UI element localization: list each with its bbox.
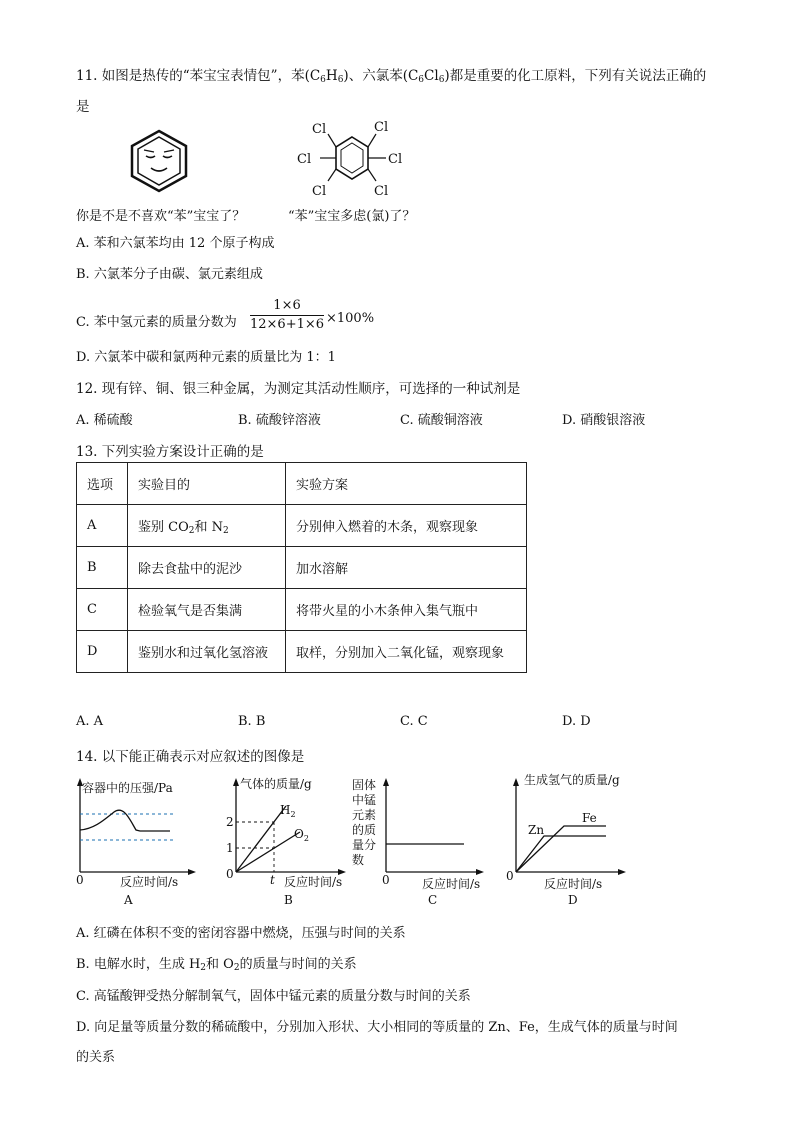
graph-b-o2-label: $O_2$ — [294, 827, 309, 843]
q13-option-a: A. A — [76, 714, 104, 729]
table-cell: D — [77, 631, 128, 673]
graph-d-letter: D — [568, 893, 578, 907]
benzene-emoticon-figure — [128, 128, 190, 194]
table-cell: C — [77, 589, 128, 631]
graph-b-t-label: t — [270, 873, 275, 887]
table-cell: 鉴别 $CO_2$和 $N_2$ — [128, 505, 286, 547]
graph-c-ylabel-line: 固体 — [352, 778, 377, 792]
graph-b-origin: 0 — [226, 867, 234, 881]
q13-option-d: D. D — [562, 714, 591, 729]
table-cell: 鉴别水和过氧化氢溶液 — [128, 631, 286, 673]
graph-d-ylabel: 生成氢气的质量/g — [524, 773, 620, 787]
graph-a — [72, 772, 202, 908]
graph-c-xlabel: 反应时间/s — [422, 877, 481, 891]
q11-stem: 11. 如图是热传的“苯宝宝表情包”，苯$(C_6H_6)$、六氯苯$(C_6Cl_6)$都是重要的化工原料，下列有关说法正确的 — [76, 68, 707, 85]
cl-label: Cl — [312, 184, 327, 199]
q11-caption-right: “苯”宝宝多虑(氯)了？ — [288, 209, 416, 224]
graph-c-ylabel-line: 元素 — [352, 808, 377, 822]
fraction-numerator: 1×6 — [273, 298, 301, 313]
q13-table — [76, 462, 527, 673]
graph-c-ylabel-line: 的质 — [352, 823, 377, 837]
table-row — [77, 505, 527, 547]
q14-stem: 14. 以下能正确表示对应叙述的图像是 — [76, 749, 305, 765]
graph-b — [222, 772, 352, 908]
graph-b-tick-2: 2 — [226, 815, 234, 829]
q11-option-c-fraction — [250, 298, 324, 332]
q14-option-d: D. 向足量等质量分数的稀硫酸中，分别加入形状、大小相同的等质量的 Zn、Fe，生成气体的质量与时间 — [76, 1020, 678, 1035]
graph-d-origin: 0 — [506, 869, 514, 883]
table-cell: 取样，分别加入二氧化锰，观察现象 — [286, 631, 527, 673]
q11-stem-line2: 是 — [76, 99, 90, 115]
fraction-denominator: 12×6+1×6 — [250, 317, 325, 332]
q12-stem: 12. 现有锌、铜、银三种金属，为测定其活动性顺序，可选择的一种试剂是 — [76, 381, 521, 397]
graph-c — [350, 772, 490, 908]
q13-option-b: B. B — [238, 714, 266, 729]
table-cell: 检验氧气是否集满 — [128, 589, 286, 631]
table-cell: 分别伸入燃着的木条，观察现象 — [286, 505, 527, 547]
cl-label: Cl — [388, 152, 403, 167]
cl-label: Cl — [297, 152, 312, 167]
graph-d — [502, 772, 642, 908]
table-cell: 除去食盐中的泥沙 — [128, 547, 286, 589]
graph-b-ylabel: 气体的质量/g — [240, 777, 312, 791]
cl-label: Cl — [374, 120, 389, 135]
q11-option-c-suffix: ×100% — [326, 311, 375, 326]
table-cell: A — [77, 505, 128, 547]
cl-label: Cl — [374, 184, 389, 199]
q12-option-b: B. 硫酸锌溶液 — [238, 413, 321, 428]
q13-option-c: C. C — [400, 714, 428, 729]
q11-option-a: A. 苯和六氯苯均由 12 个原子构成 — [76, 236, 275, 251]
table-row — [77, 589, 527, 631]
graph-a-xlabel: 反应时间/s — [120, 875, 179, 889]
graph-c-ylabel-line: 数 — [352, 853, 365, 867]
graph-a-letter: A — [124, 893, 133, 907]
q14-option-d-line2: 的关系 — [76, 1050, 116, 1065]
table-row — [77, 631, 527, 673]
cl-label: Cl — [312, 122, 327, 137]
table-header: 实验目的 — [128, 463, 286, 505]
graph-b-xlabel: 反应时间/s — [284, 875, 343, 889]
graph-b-h2-label: $H_2$ — [280, 803, 296, 819]
hexachlorobenzene-structure — [292, 117, 412, 203]
graph-c-origin: 0 — [382, 873, 390, 887]
q11-caption-left: 你是不是不喜欢“苯”宝宝了？ — [76, 209, 246, 224]
q12-option-c: C. 硫酸铜溶液 — [400, 413, 483, 428]
table-header: 选项 — [77, 463, 128, 505]
q11-option-c-prefix: C. 苯中氢元素的质量分数为 — [76, 315, 237, 330]
q11-option-b: B. 六氯苯分子由碳、氯元素组成 — [76, 267, 263, 282]
q12-option-d: D. 硝酸银溶液 — [562, 413, 646, 428]
table-row — [77, 547, 527, 589]
table-cell: B — [77, 547, 128, 589]
graph-c-ylabel-line: 量分 — [352, 838, 377, 852]
table-cell: 将带火星的小木条伸入集气瓶中 — [286, 589, 527, 631]
graph-d-zn-label: Zn — [528, 823, 545, 837]
table-header: 实验方案 — [286, 463, 527, 505]
q11-option-d: D. 六氯苯中碳和氯两种元素的质量比为 1：1 — [76, 350, 336, 365]
table-header-row — [77, 463, 527, 505]
graph-a-origin: 0 — [76, 873, 84, 887]
graph-a-ylabel: 容器中的压强/Pa — [82, 781, 173, 795]
q13-stem: 13. 下列实验方案设计正确的是 — [76, 444, 264, 460]
graph-d-fe-label: Fe — [582, 811, 597, 825]
graph-b-letter: B — [284, 893, 293, 907]
q14-option-c: C. 高锰酸钾受热分解制氧气，固体中锰元素的质量分数与时间的关系 — [76, 989, 471, 1004]
table-cell: 加水溶解 — [286, 547, 527, 589]
graph-c-ylabel-line: 中锰 — [352, 793, 377, 807]
q14-option-a: A. 红磷在体积不变的密闭容器中燃烧，压强与时间的关系 — [76, 926, 406, 941]
q14-option-b: B. 电解水时，生成 $H_2$和 $O_2$的质量与时间的关系 — [76, 957, 357, 973]
graph-d-xlabel: 反应时间/s — [544, 877, 603, 891]
graph-b-tick-1: 1 — [226, 841, 234, 855]
q12-option-a: A. 稀硫酸 — [76, 413, 133, 428]
graph-c-letter: C — [428, 893, 438, 907]
